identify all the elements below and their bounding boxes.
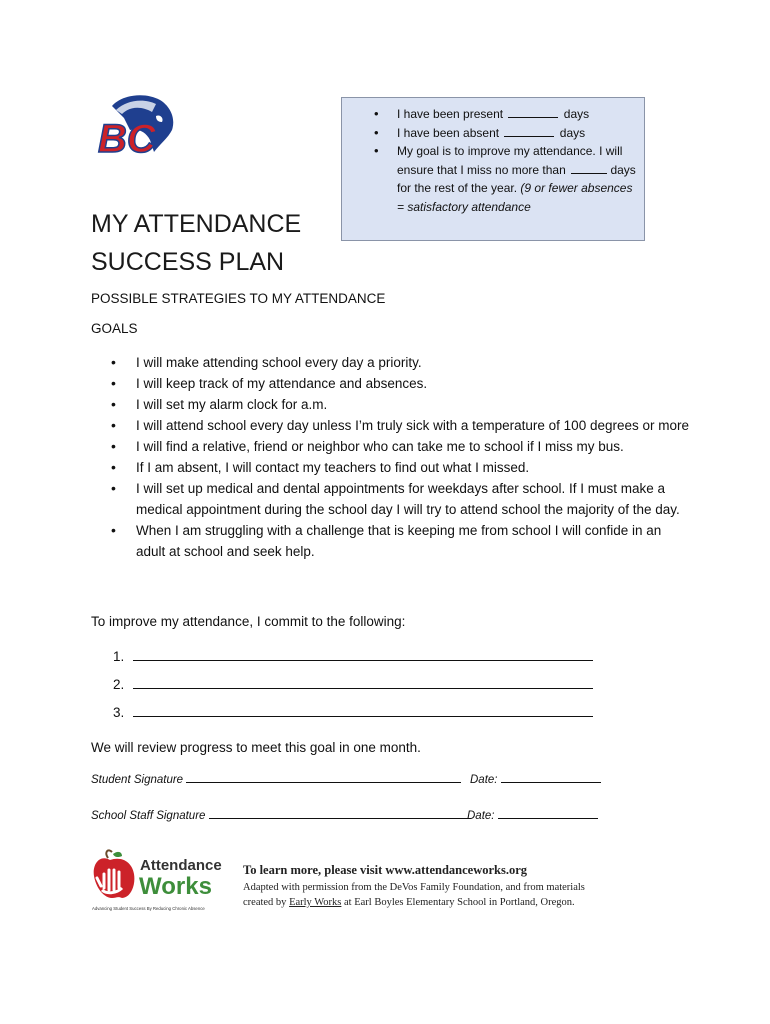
commitment-line-1: 1.: [113, 646, 593, 664]
school-logo: [94, 92, 178, 172]
commitment-blank-1[interactable]: [133, 646, 593, 661]
staff-date-line[interactable]: [498, 807, 598, 819]
svg-text:Attendance: Attendance: [140, 857, 222, 874]
panther-icon: [94, 92, 178, 172]
goal-item: • When I am struggling with a challenge that is keeping me from school I will confide in an adult at school and seek help.: [110, 520, 690, 562]
page-title: MY ATTENDANCE SUCCESS PLAN: [91, 210, 302, 276]
present-days-item: • I have been present days: [374, 105, 636, 124]
staff-date: Date:: [467, 807, 598, 822]
early-works-link[interactable]: Early Works: [289, 897, 342, 908]
commitment-blank-3[interactable]: [133, 702, 593, 717]
svg-text:BC: BC: [98, 117, 156, 161]
commitment-line-2: 2.: [113, 674, 593, 692]
goal-item: • I will keep track of my attendance and absences.: [110, 373, 690, 394]
footer-text: [243, 862, 585, 910]
commitment-blank-2[interactable]: [133, 674, 593, 689]
goal-item: • I will attend school every day unless I’m truly sick with a temperature of 100 degrees or more: [110, 415, 690, 436]
staff-signature-line[interactable]: [209, 807, 471, 819]
goal-item: • I will make attending school every day a priority.: [110, 352, 690, 373]
attendance-works-logo: [92, 848, 224, 914]
student-signature: Student Signature: [91, 771, 461, 786]
goal-item: • I will set my alarm clock for a.m.: [110, 394, 690, 415]
goal-item: • My goal is to improve my attendance. I will ensure that I miss no more than days for the rest of the year. (9 or fewer absences = satisfactory attendance: [374, 142, 636, 216]
absent-days-blank[interactable]: [504, 125, 554, 137]
apple-hand-icon: [92, 848, 224, 914]
present-days-blank[interactable]: [508, 106, 558, 118]
svg-text:Works: Works: [139, 873, 212, 900]
student-date-line[interactable]: [501, 771, 601, 783]
footer-created: created by Early Works at Earl Boyles Elementary School in Portland, Oregon.: [243, 897, 575, 908]
staff-signature: School Staff Signature: [91, 807, 471, 822]
goal-item: • I will find a relative, friend or neighbor who can take me to school if I miss my bus.: [110, 436, 690, 457]
max-absences-blank[interactable]: [571, 162, 607, 174]
student-date: Date:: [470, 771, 601, 786]
review-statement: We will review progress to meet this goal in one month.: [91, 740, 421, 755]
absent-days-item: • I have been absent days: [374, 124, 636, 143]
goal-item: • I will set up medical and dental appointments for weekdays after school. If I must make a medical appointment during the school day I will try to attend school the majority of the day.: [110, 478, 690, 520]
goals-heading: GOALS: [91, 321, 138, 336]
goal-item: • If I am absent, I will contact my teachers to find out what I missed.: [110, 457, 690, 478]
goal-list: [110, 352, 690, 562]
commit-heading: To improve my attendance, I commit to the following:: [91, 614, 406, 629]
footer-visit-link[interactable]: To learn more, please visit www.attendanceworks.org: [243, 863, 528, 877]
student-signature-line[interactable]: [186, 771, 461, 783]
footer-adapted: Adapted with permission from the DeVos Family Foundation, and from materials: [243, 882, 585, 893]
strategies-heading: POSSIBLE STRATEGIES TO MY ATTENDANCE: [91, 291, 386, 306]
commitment-line-3: 3.: [113, 702, 593, 720]
svg-text:Advancing Student Success By R: Advancing Student Success By Reducing Chronic Absence: [92, 906, 205, 911]
attendance-info-box: [341, 97, 645, 241]
